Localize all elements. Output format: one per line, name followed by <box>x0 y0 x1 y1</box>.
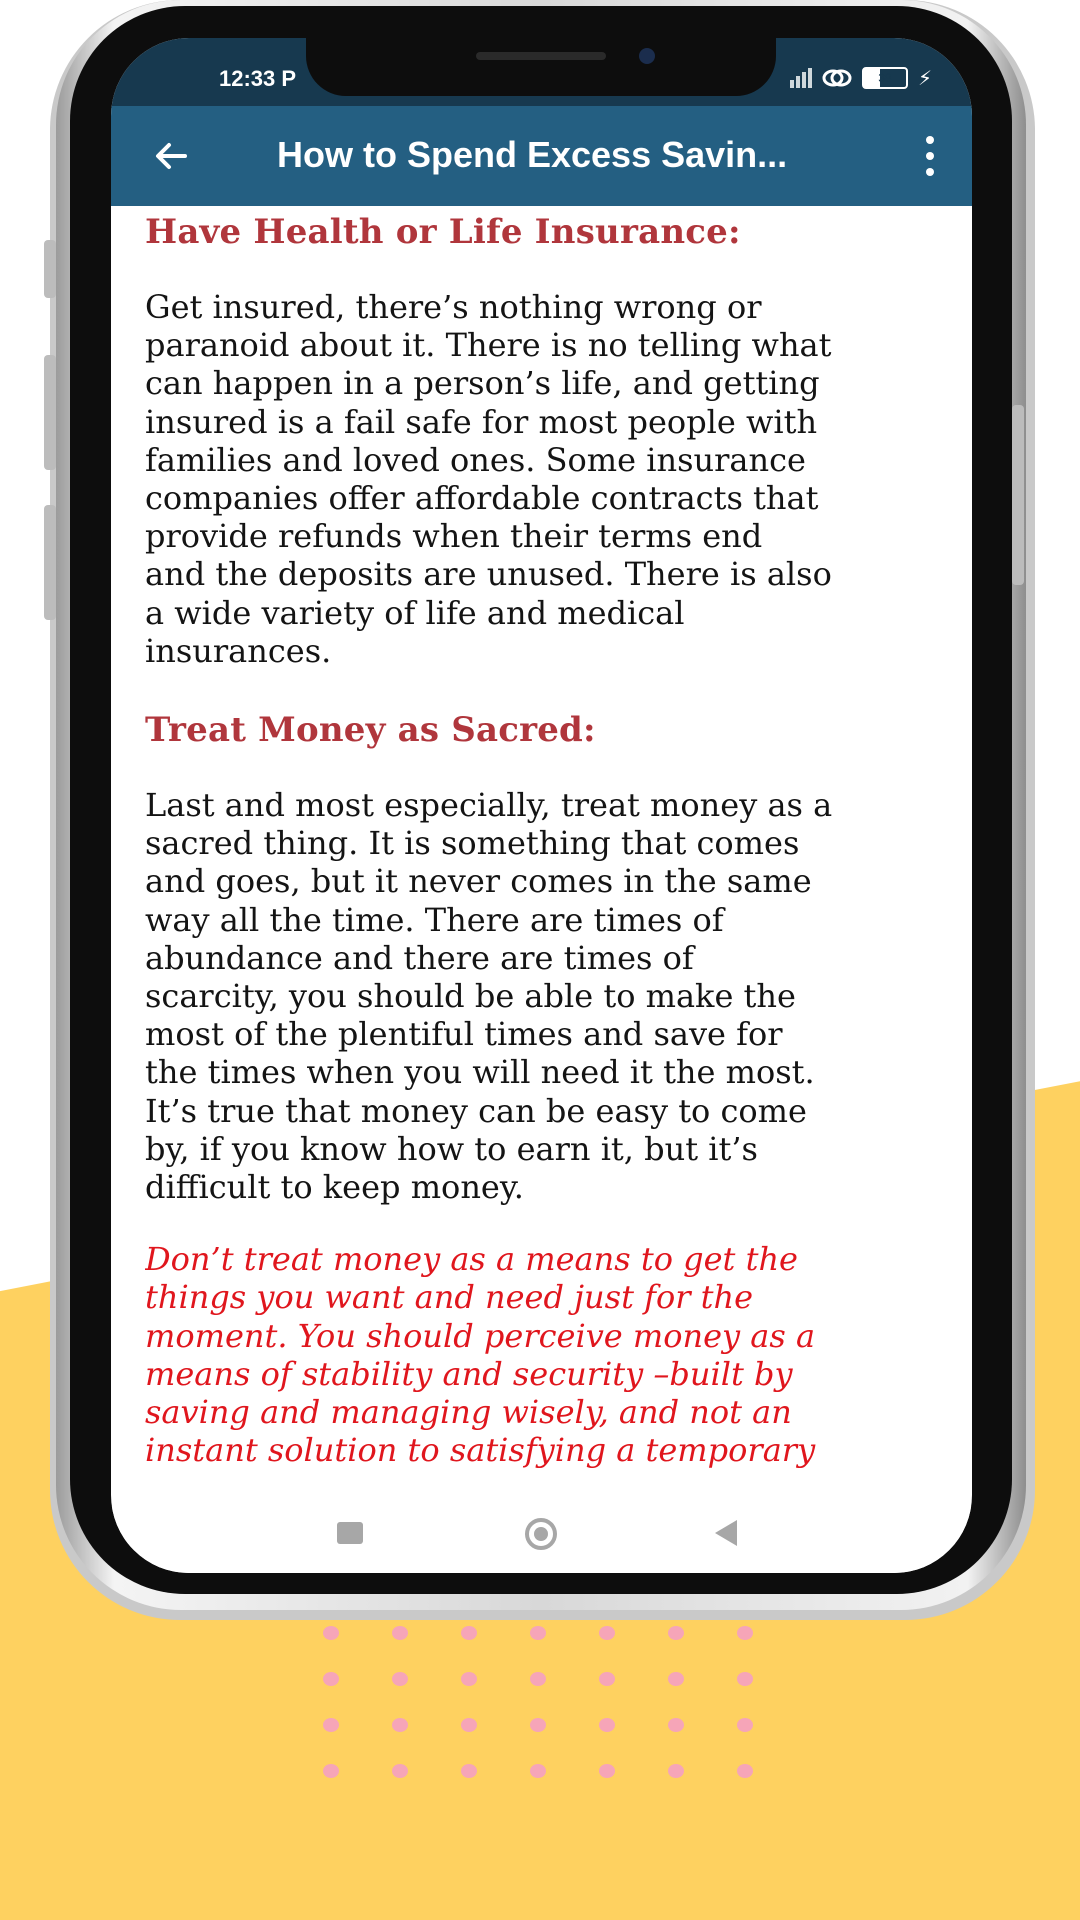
status-time: 12:33 P <box>219 66 297 91</box>
decorative-dot-grid <box>323 1626 763 1786</box>
paragraph-sacred: Last and most especially, treat money as a sacred thing. It is something that comes and goes, but it never comes in the same way all the time. There are times of abundance and there are times of scarcity, you should be able to make the most of the plentiful times and save for the times when you will need it the most. It’s true that money can be easy to come by, if you know how to earn it, but it’s difficult to keep money. <box>145 786 833 1207</box>
status-bar <box>111 38 972 106</box>
signal-icon <box>790 68 812 88</box>
highlighted-quote: Don’t treat money as a means to get the things you want and need just for the moment. You should perceive money as a means of stability and security –built by saving and managing wisely, and not an instant solution to satisfying a temporary <box>145 1240 816 1470</box>
phone-volume-down-button <box>44 505 56 620</box>
phone-side-button <box>44 240 56 298</box>
triangle-back-icon[interactable] <box>715 1520 737 1546</box>
phone-power-button <box>1012 405 1024 585</box>
section-heading-insurance: Have Health or Life Insurance: <box>145 212 741 252</box>
phone-volume-up-button <box>44 355 56 470</box>
section-heading-sacred: Treat Money as Sacred: <box>145 710 596 751</box>
more-vertical-icon[interactable] <box>924 136 936 176</box>
article-content <box>145 206 945 1506</box>
link-icon <box>822 67 852 89</box>
phone-screen <box>111 38 972 1573</box>
arrow-left-icon[interactable] <box>151 136 191 176</box>
paragraph-insurance: Get insured, there’s nothing wrong or paranoid about it. There is no telling what can happen in a person’s life, and getting insured is a fail safe for most people with families and loved ones. Some insurance companies offer affordable contracts that provide refunds when their terms end and the deposits are unused. There is also a wide variety of life and medical insurances. <box>145 288 832 670</box>
square-icon[interactable] <box>337 1522 363 1544</box>
camera-notch <box>306 38 776 96</box>
battery-icon: 38 <box>862 67 908 89</box>
app-bar <box>111 106 972 206</box>
circle-icon[interactable] <box>525 1518 557 1550</box>
front-camera <box>639 48 655 64</box>
charging-icon: ⚡ <box>917 66 932 90</box>
status-icons <box>790 66 932 90</box>
system-navigation-bar <box>111 1506 972 1573</box>
page-title: How to Spend Excess Savin... <box>277 134 788 175</box>
speaker-grille <box>476 52 606 60</box>
